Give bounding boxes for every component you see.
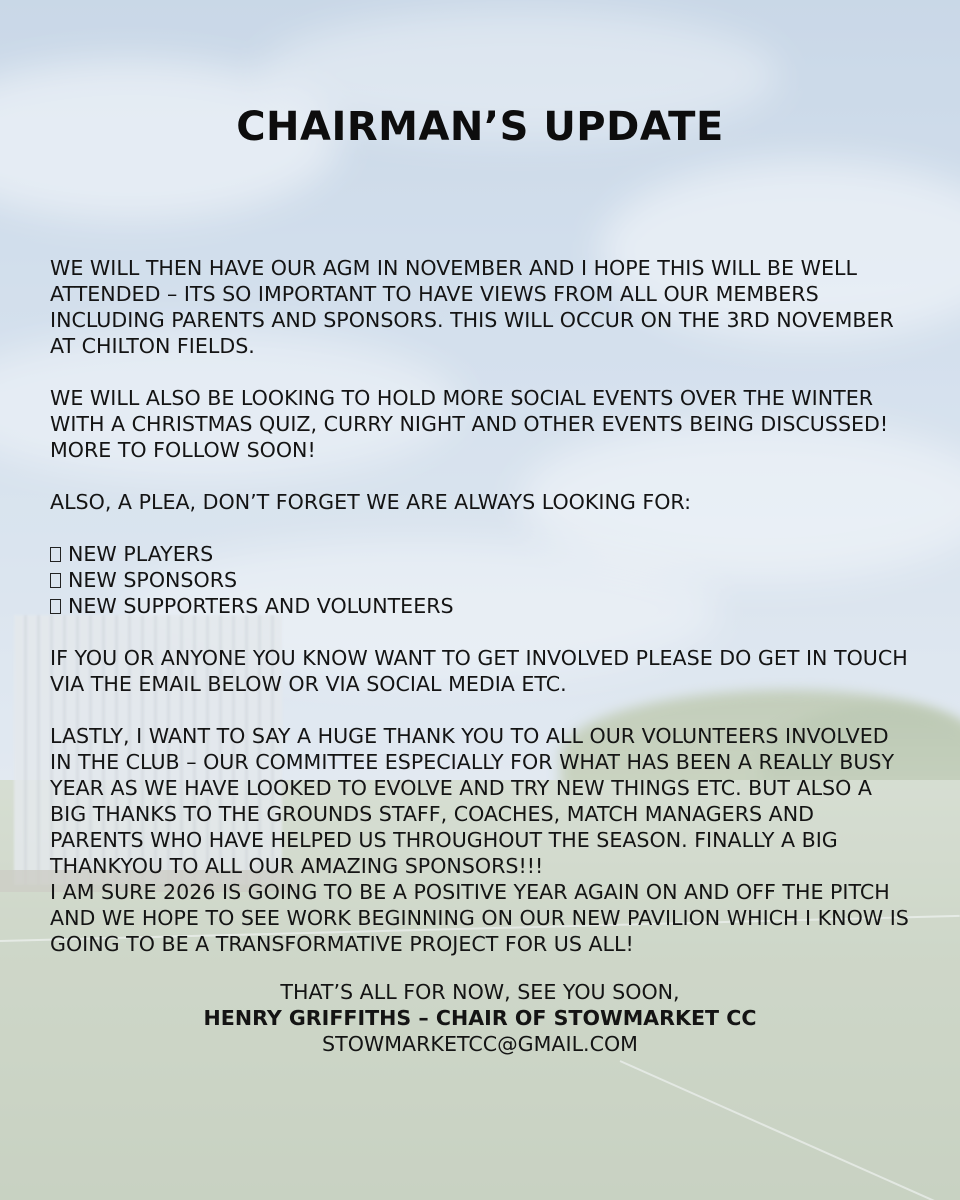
list-item-label: NEW SUPPORTERS AND VOLUNTEERS [68,594,454,618]
thanks-paragraph: LASTLY, I WANT TO SAY A HUGE THANK YOU TO ALL OUR VOLUNTEERS INVOLVED IN THE CLUB – OUR COMMITTEE ESPECIALLY FOR WHAT HAS BEEN A REALLY BUSY YEAR AS WE HAVE LOOKED TO EVOLVE AND TRY NEW THINGS ETC. BUT ALSO A BIG THANKS TO THE GROUNDS STAFF, COACHES, MATCH MANAGERS AND PARENTS WHO HAVE HELPED US THROUGHOUT THE SEASON. FINALLY A BIG THANKYOU TO ALL OUR AMAZING SPONSORS!!! [50,724,895,878]
future-paragraph: I AM SURE 2026 IS GOING TO BE A POSITIVE YEAR AGAIN ON AND OFF THE PITCH AND WE HOPE TO SEE WORK BEGINNING ON OUR NEW PAVILION WHICH I KNOW IS GOING TO BE A TRANSFORMATIVE PROJECT FOR US ALL! [50,880,909,956]
list-item [50,593,910,619]
get-involved-paragraph: IF YOU OR ANYONE YOU KNOW WANT TO GET INVOLVED PLEASE DO GET IN TOUCH VIA THE EMAIL BELOW OR VIA SOCIAL MEDIA ETC. [50,646,908,696]
list-item [50,567,910,593]
social-events-paragraph: WE WILL ALSO BE LOOKING TO HOLD MORE SOCIAL EVENTS OVER THE WINTER WITH A CHRISTMAS QUIZ, CURRY NIGHT AND OTHER EVENTS BEING DISCUSSED! MORE TO FOLLOW SOON! [50,386,889,462]
missing-glyph-icon [50,599,61,614]
contact-email: STOWMARKETCC@GMAIL.COM [322,1032,638,1056]
list-item-label: NEW PLAYERS [68,542,214,566]
looking-for-list [50,541,910,619]
signoff-line: THAT’S ALL FOR NOW, SEE YOU SOON, [280,980,680,1004]
agm-paragraph: WE WILL THEN HAVE OUR AGM IN NOVEMBER AND I HOPE THIS WILL BE WELL ATTENDED – ITS SO IMPORTANT TO HAVE VIEWS FROM ALL OUR MEMBERS INCLUDING PARENTS AND SPONSORS. THIS WILL OCCUR ON THE 3RD NOVEMBER AT CHILTON FIELDS. [50,256,894,358]
signature-name: HENRY GRIFFITHS – CHAIR OF STOWMARKET CC [203,1006,757,1030]
missing-glyph-icon [50,547,61,562]
missing-glyph-icon [50,573,61,588]
plea-paragraph: ALSO, A PLEA, DON’T FORGET WE ARE ALWAYS LOOKING FOR: [50,490,692,514]
list-item [50,541,910,567]
signoff [0,979,960,1057]
page-title: CHAIRMAN’S UPDATE [236,104,724,150]
list-item-label: NEW SPONSORS [68,568,238,592]
update-body [50,255,910,983]
